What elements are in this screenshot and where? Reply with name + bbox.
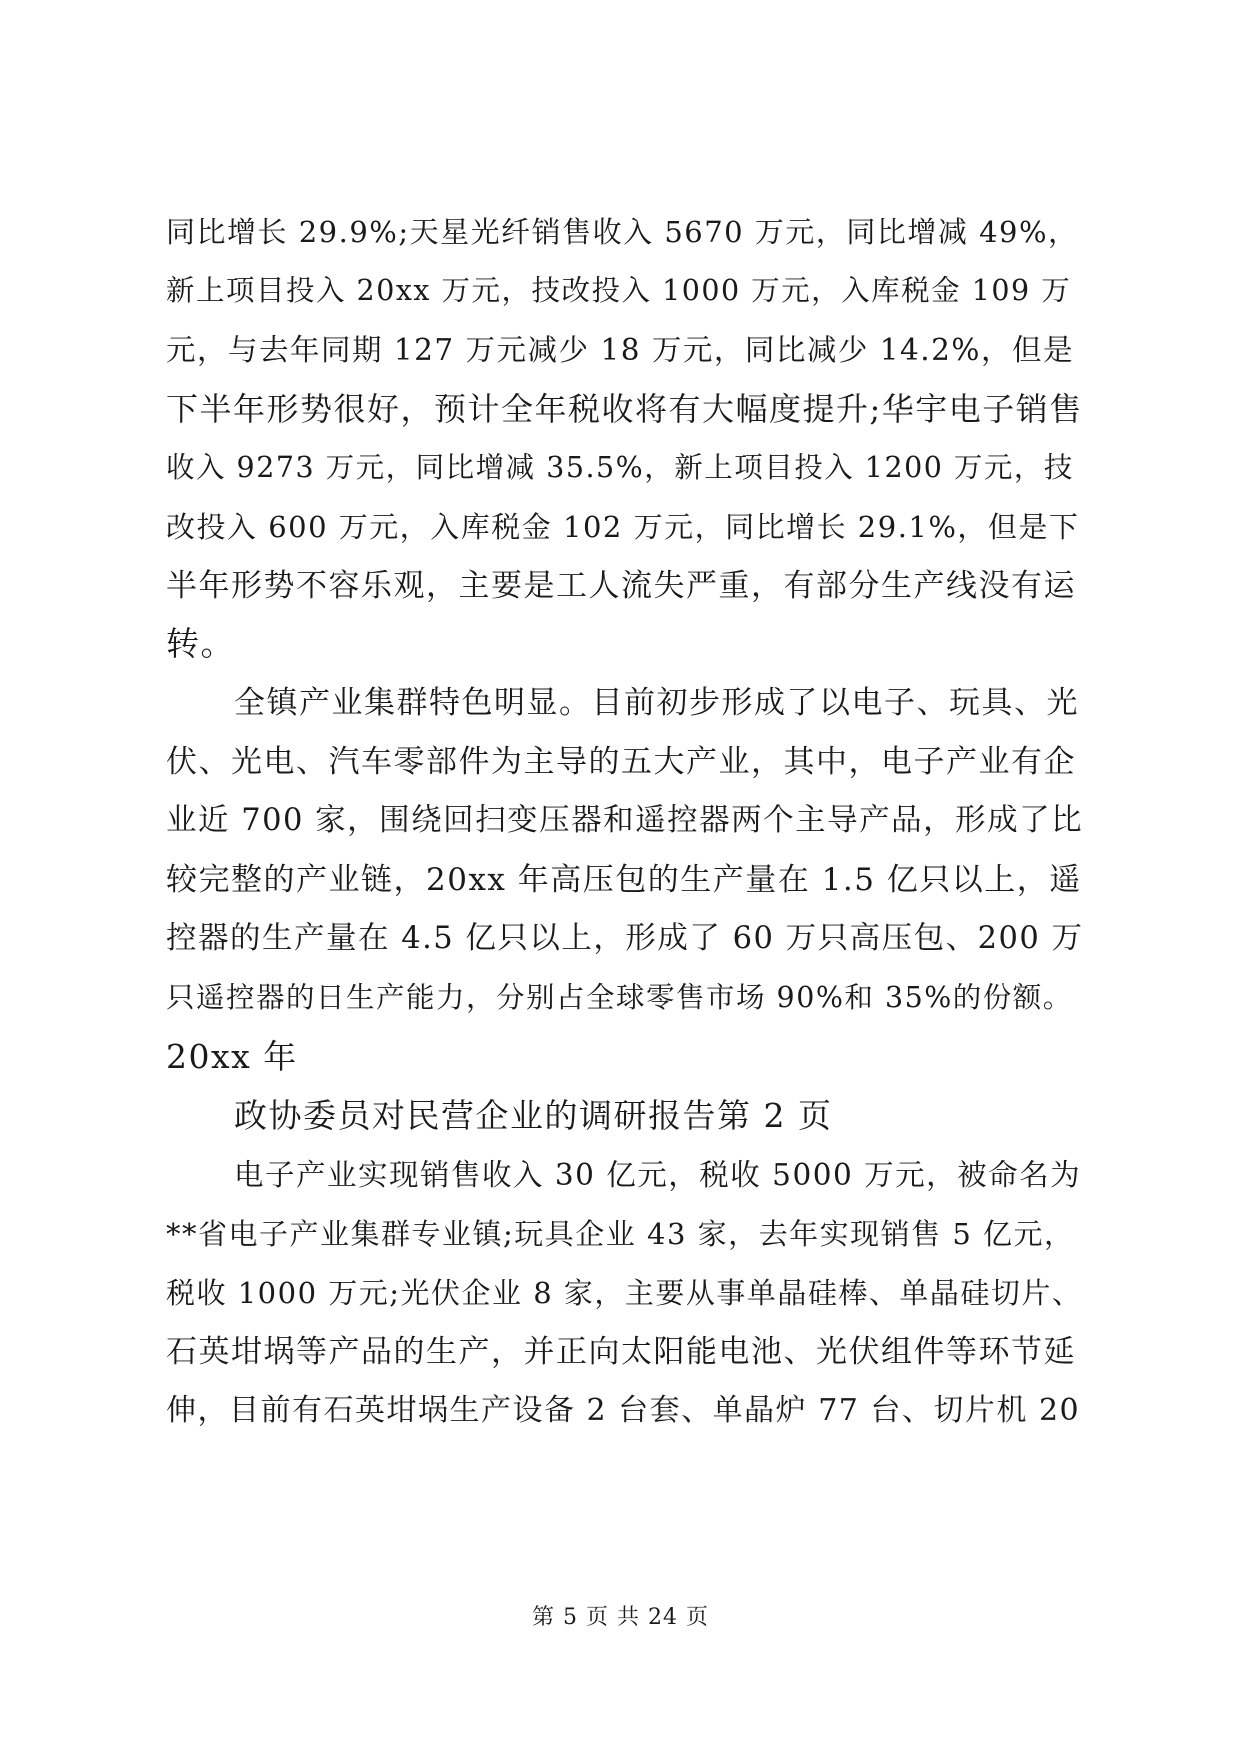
text-line: 转。 xyxy=(166,624,235,663)
text-line: 石英坩埚等产品的生产，并正向太阳能电池、光伏组件等环节延 xyxy=(166,1334,1076,1370)
text-line: 半年形势不容乐观，主要是工人流失严重，有部分生产线没有运 xyxy=(166,568,1076,604)
text-line: 收入 9273 万元，同比增减 35.5%，新上项目投入 1200 万元，技 xyxy=(166,451,1074,484)
text-line: 控器的生产量在 4.5 亿只以上，形成了 60 万只高压包、200 万 xyxy=(166,921,1084,956)
page-subtitle: 政协委员对民营企业的调研报告第 2 页 xyxy=(234,1096,833,1135)
text-line: 下半年形势很好，预计全年税收将有大幅度提升;华宇电子销售 xyxy=(166,390,1083,428)
text-line: 20xx 年 xyxy=(166,1037,298,1076)
text-line: 伏、光电、汽车零部件为主导的五大产业，其中，电子产业有企 xyxy=(166,744,1076,780)
text-line: 改投入 600 万元，入库税金 102 万元，同比增长 29.1%，但是下 xyxy=(166,510,1080,544)
text-line: 只遥控器的日生产能力，分别占全球零售市场 90%和 35%的份额。 xyxy=(166,981,1073,1014)
page-footer: 第 5 页 共 24 页 xyxy=(532,1605,709,1630)
text-line: **省电子产业集群专业镇;玩具企业 43 家，去年实现销售 5 亿元， xyxy=(166,1217,1075,1251)
text-line: 元，与去年同期 127 万元减少 18 万元，同比减少 14.2%，但是 xyxy=(166,333,1074,367)
text-line: 税收 1000 万元;光伏企业 8 家，主要从事单晶硅棒、单晶硅切片、 xyxy=(166,1276,1083,1310)
text-line: 同比增长 29.9%;天星光纤销售收入 5670 万元，同比增减 49%， xyxy=(166,215,1079,249)
text-line: 伸，目前有石英坩埚生产设备 2 台套、单晶炉 77 台、切片机 20 xyxy=(166,1393,1081,1428)
paragraph-start: 电子产业实现销售收入 30 亿元，税收 5000 万元，被命名为 xyxy=(234,1158,1082,1192)
paragraph-start: 全镇产业集群特色明显。目前初步形成了以电子、玩具、光 xyxy=(234,685,1079,721)
text-line: 新上项目投入 20xx 万元，技改投入 1000 万元，入库税金 109 万 xyxy=(166,274,1072,307)
text-line: 业近 700 家，围绕回扫变压器和遥控器两个主导产品，形成了比 xyxy=(166,803,1084,838)
text-line: 较完整的产业链，20xx 年高压包的生产量在 1.5 亿只以上，遥 xyxy=(166,862,1082,898)
